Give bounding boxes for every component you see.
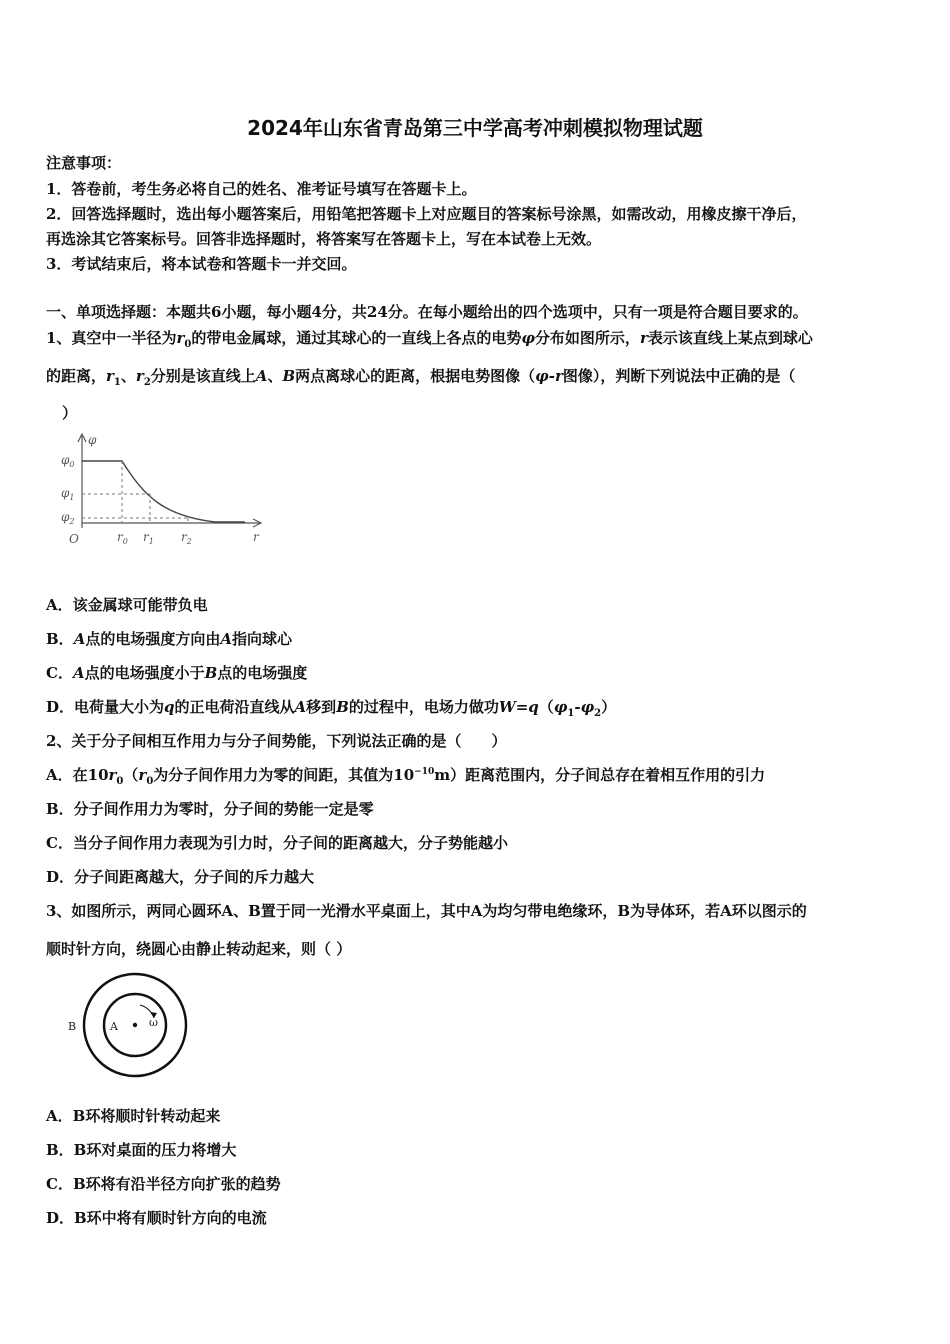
q1-d-text: 移到: [306, 698, 337, 716]
q1-text: 的距离，: [46, 367, 107, 385]
q1-d-var: q: [164, 698, 175, 716]
q1-stem-line-2: [46, 365, 795, 388]
q1-text: 1、真空中一半径为: [46, 329, 177, 347]
q3-option-c: C．B环将有沿半径方向扩张的趋势: [46, 1175, 281, 1193]
r1-symbol: r: [143, 530, 149, 544]
q1-sub: 0: [184, 339, 192, 350]
q2-a-sub: 0: [116, 776, 124, 787]
phi0-symbol: φ: [61, 453, 70, 467]
q1-text: 、: [120, 367, 136, 385]
notice-item-1: 1．答卷前，考生务必将自己的姓名、准考证号填写在答题卡上。: [46, 180, 477, 198]
q1-d-var: B: [336, 698, 349, 716]
q1-d-var: W=q: [498, 698, 539, 716]
q3-option-a: A．B环将顺时针转动起来: [46, 1107, 221, 1125]
q2-a-text: （: [123, 766, 139, 784]
q1-d-sub: 1: [567, 708, 575, 719]
label-a: A: [110, 1020, 118, 1033]
q1-d-var: A: [294, 698, 307, 716]
phi1-label: [61, 486, 75, 502]
q1-var: r: [135, 367, 144, 385]
q1-var: A: [255, 367, 268, 385]
q2-a-text: A．在10: [46, 766, 109, 784]
q1-c-text: 点的电场强度小于: [84, 664, 205, 682]
q3-stem-line-1: 3、如图所示，两同心圆环A、B置于同一光滑水平桌面上，其中A为均匀带电绝缘环，B为导体环，若A环以图示的: [46, 902, 807, 920]
r0-symbol: r: [117, 530, 123, 544]
q1-text: 的带电金属球，通过其球心的一直线上各点的电势: [191, 329, 522, 347]
q1-var: r: [639, 329, 648, 347]
q3-option-d: D．B环中将有顺时针方向的电流: [46, 1209, 267, 1227]
r1-label: [143, 530, 154, 546]
q1-option-c: [46, 662, 307, 683]
q1-d-text: 的过程中，电场力做功: [348, 698, 499, 716]
phi2-label: [61, 510, 75, 526]
q1-var: φ: [521, 329, 535, 347]
q2-stem: 2、关于分子间相互作用力与分子间势能，下列说法正确的是（ ）: [46, 732, 507, 750]
rings-figure: [62, 970, 197, 1080]
q1-c-text: C．: [46, 664, 73, 682]
q2-a-sub: 0: [146, 776, 154, 787]
phi0-subscript: 0: [69, 460, 75, 469]
page-title: 2024年山东省青岛第三中学高考冲刺模拟物理试题: [247, 116, 703, 140]
q1-text: 图像），判断下列说法中正确的是（: [562, 367, 796, 385]
q2-option-a: [46, 764, 765, 787]
notice-item-2-cont: 再选涂其它答案标号。回答非选择题时，将答案写在答题卡上，写在本试卷上无效。: [46, 230, 602, 248]
phi1-symbol: φ: [61, 486, 70, 500]
notice-heading: 注意事项：: [46, 154, 122, 172]
q1-d-sub: 2: [594, 708, 602, 719]
r2-label: [181, 530, 192, 546]
q1-c-var: B: [204, 664, 218, 682]
q3-stem-line-2: 顺时针方向，绕圆心由静止转动起来，则（ ）: [46, 940, 352, 958]
q1-b-text: 指向球心: [231, 630, 292, 648]
origin-label: O: [69, 532, 79, 546]
ring-center-dot: [133, 1023, 137, 1027]
q2-a-var: r: [108, 766, 117, 784]
q2-option-c: C．当分子间作用力表现为引力时，分子间的距离越大，分子势能越小: [46, 834, 508, 852]
q1-d-var: φ: [553, 698, 568, 716]
q2-a-var: r: [138, 766, 147, 784]
q1-var: B: [282, 367, 296, 385]
q2-option-b: B．分子间作用力为零时，分子间的势能一定是零: [46, 800, 374, 818]
q1-text: 两点离球心的距离，根据电势图像（: [295, 367, 536, 385]
q2-a-sup: −10: [414, 767, 435, 777]
r1-subscript: 1: [148, 537, 154, 546]
r2-subscript: 2: [186, 537, 192, 546]
q1-option-a: A．该金属球可能带负电: [46, 596, 208, 614]
q1-text: 表示该直线上某点到球心: [647, 329, 813, 347]
q1-b-text: 点的电场强度方向由: [85, 630, 221, 648]
q1-d-text: D．电荷量大小为: [46, 698, 165, 716]
q1-b-var: A: [220, 630, 232, 648]
q1-d-text: ）: [601, 698, 617, 716]
q1-option-b: [46, 628, 292, 649]
q1-option-d: [46, 696, 616, 719]
q2-option-d: D．分子间距离越大，分子间的斥力越大: [46, 868, 315, 886]
x-axis-label: r: [253, 530, 259, 544]
q1-sub: 2: [143, 377, 151, 388]
q1-text: 分别是该直线上: [150, 367, 256, 385]
q3-option-b: B．B环对桌面的压力将增大: [46, 1141, 237, 1159]
phi0-label: [61, 453, 75, 469]
q2-a-text: m）距离范围内，分子间总存在着相互作用的引力: [434, 766, 766, 784]
q1-d-text: -: [574, 698, 581, 716]
q1-var: φ-r: [535, 367, 563, 385]
r2-symbol: r: [181, 530, 187, 544]
q1-text: 、: [267, 367, 283, 385]
q2-a-text: 为分子间作用力为零的间距，其值为10: [153, 766, 415, 784]
q1-sub: 1: [113, 377, 121, 388]
notice-item-2: 2．回答选择题时，选出每小题答案后，用铅笔把答题卡上对应题目的答案标号涂黑，如需改动，用橡皮擦干净后，: [46, 205, 807, 223]
phi1-subscript: 1: [69, 493, 75, 502]
q1-var: r: [176, 329, 185, 347]
q1-d-var: φ: [580, 698, 595, 716]
section-heading: 一、单项选择题：本题共6小题，每小题4分，共24分。在每小题给出的四个选项中，只有一项是符合题目要求的。: [46, 303, 808, 321]
phi-r-graph: [55, 428, 270, 550]
q1-c-text: 点的电场强度: [217, 664, 308, 682]
phi2-subscript: 2: [69, 517, 75, 526]
r0-label: [117, 530, 128, 546]
q1-stem-line-3: ）: [62, 404, 78, 422]
q1-d-text: （: [538, 698, 554, 716]
q1-d-text: 的正电荷沿直线从: [174, 698, 295, 716]
q1-text: 分布如图所示，: [534, 329, 640, 347]
notice-item-3: 3．考试结束后，将本试卷和答题卡一并交回。: [46, 255, 357, 273]
y-axis-label: φ: [88, 433, 97, 447]
q1-c-var: A: [72, 664, 85, 682]
label-omega: ω: [149, 1016, 158, 1029]
q1-b-var: A: [73, 630, 86, 648]
label-b: B: [68, 1020, 77, 1033]
q1-var: r: [106, 367, 114, 385]
r0-subscript: 0: [122, 537, 128, 546]
q1-b-text: B．: [46, 630, 74, 648]
phi2-symbol: φ: [61, 510, 70, 524]
q1-stem-line-1: [46, 327, 813, 350]
